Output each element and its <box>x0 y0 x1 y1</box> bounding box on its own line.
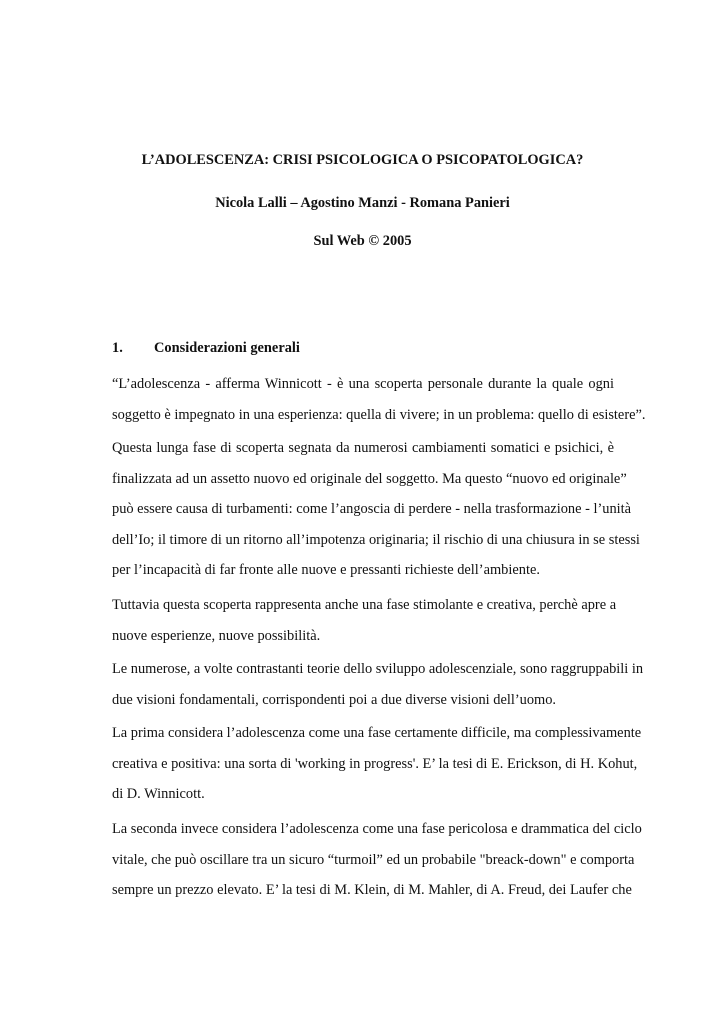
paragraph-line: per l’incapacità di far fronte alle nuove e pressanti richieste dell’ambiente. <box>112 562 540 578</box>
paragraph-line: nuove esperienze, nuove possibilità. <box>112 627 321 644</box>
paragraph-line: due visioni fondamentali, corrispondenti poi a due diverse visioni dell’uomo. <box>112 691 557 708</box>
paragraph-line: Tuttavia questa scoperta rappresenta anche una fase stimolante e creativa, perchè apre a <box>112 597 617 613</box>
paragraph <box>112 718 642 810</box>
paragraph-line: di D. Winnicott. <box>112 786 205 802</box>
paragraph-line: può essere causa di turbamenti: come l’angoscia di perdere - nella trasformazione - l’unità <box>112 501 632 517</box>
paragraph-line: soggetto è impegnato in una esperienza: quella di vivere; in un problema: quello di esistere”. <box>112 406 646 423</box>
section-number: 1. <box>112 340 123 356</box>
paragraph <box>112 433 640 586</box>
paragraph-line: Le numerose, a volte contrastanti teorie dello sviluppo adolescenziale, sono raggruppabili in <box>112 661 644 677</box>
paragraph-line: creativa e positiva: una sorta di 'working in progress'. E’ la tesi di E. Erickson, di H. Kohut, <box>112 755 638 772</box>
paragraph-line: Questa lunga fase di scoperta segnata da numerosi cambiamenti somatici e psichici, è <box>112 440 614 456</box>
document-authors: Nicola Lalli – Agostino Manzi - Romana Panieri <box>215 195 510 211</box>
document-source: Sul Web © 2005 <box>313 233 412 249</box>
section-heading <box>112 340 300 357</box>
section-title: Considerazioni generali <box>154 340 300 356</box>
paragraph-line: dell’Io; il timore di un ritorno all’impotenza originaria; il rischio di una chiusura in se stessi <box>112 531 640 548</box>
paragraph-line: sempre un prezzo elevato. E’ la tesi di M. Klein, di M. Mahler, di A. Freud, dei Laufer che <box>112 882 632 898</box>
paragraph-line: “L’adolescenza - afferma Winnicott - è una scoperta personale durante la quale ogni <box>112 376 614 392</box>
paragraph-line: La prima considera l’adolescenza come una fase certamente difficile, ma complessivamente <box>112 725 642 741</box>
paragraph <box>112 654 644 715</box>
paragraph-line: La seconda invece considera l’adolescenza come una fase pericolosa e drammatica del ciclo <box>112 821 642 837</box>
paragraph <box>112 369 646 430</box>
paragraph-line: finalizzata ad un assetto nuovo ed originale del soggetto. Ma questo “nuovo ed originale” <box>112 470 627 487</box>
document-title: L’ADOLESCENZA: CRISI PSICOLOGICA O PSICOPATOLOGICA? <box>141 152 584 168</box>
paragraph <box>112 814 642 906</box>
paragraph-line: vitale, che può oscillare tra un sicuro “turmoil” ed un probabile "breack-down" e comporta <box>112 851 635 868</box>
paragraph <box>112 590 617 651</box>
